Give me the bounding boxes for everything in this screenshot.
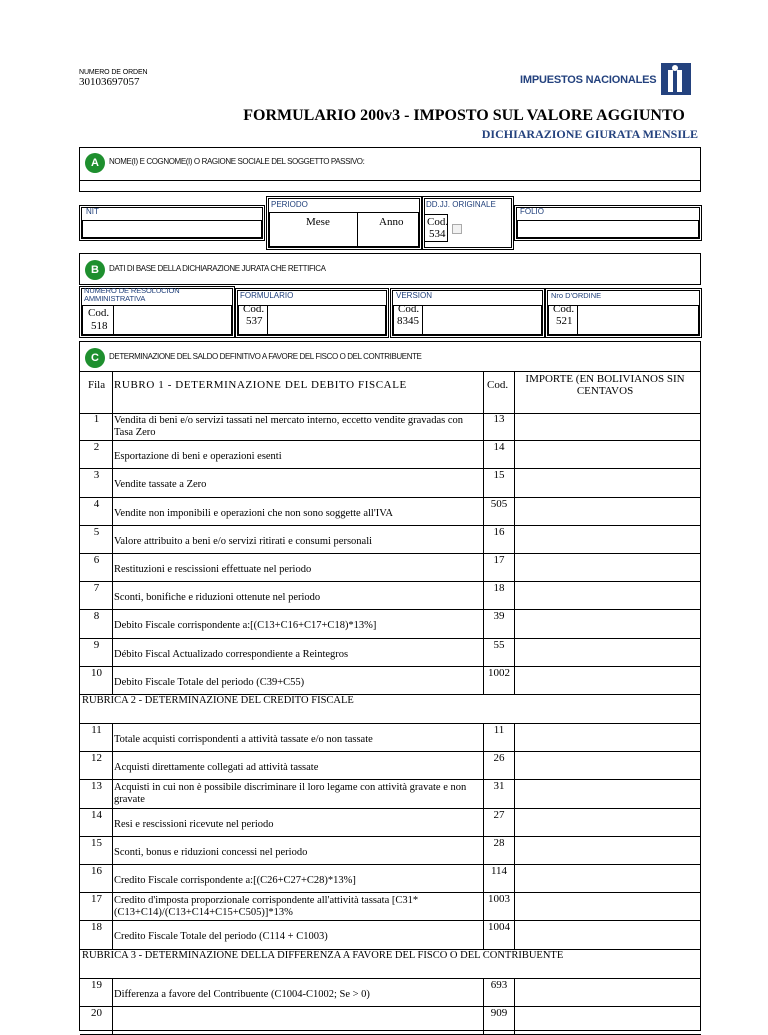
row-code: 1002 [488, 666, 510, 679]
row-fila: 1 [93, 413, 100, 425]
table-row [80, 638, 701, 667]
row-amount-field[interactable] [515, 723, 701, 751]
row-fila: 18 [91, 921, 102, 934]
nro-orden-label: Nro D'ORDINE [551, 291, 602, 300]
table-row [80, 808, 701, 837]
row-fila: 10 [91, 666, 102, 679]
row-description: Sconti, bonifiche e riduzioni ottenute nel periodo [114, 592, 321, 604]
row-code: 31 [493, 780, 505, 793]
row-amount-field[interactable] [515, 497, 701, 525]
ddjj-checkbox[interactable] [452, 224, 462, 234]
row-amount-field[interactable] [515, 581, 701, 609]
section-a-badge: A [85, 153, 105, 173]
row-code: 693 [490, 979, 508, 991]
table-row [80, 666, 701, 695]
row-amount-field[interactable] [515, 666, 701, 694]
form-subtitle: DICHIARAZIONE GIURATA MENSILE [481, 127, 698, 141]
resolucion-label: NUMERO DE RESOLUCION AMMINISTRATIVA [84, 286, 180, 303]
row-description: Credito Fiscale corrispondente a:[(C26+C27+C28)*13%] [114, 875, 356, 886]
row-description: Totale acquisti corrispondenti a attività tassate e/o non tassate [114, 734, 373, 745]
table-row [80, 723, 701, 752]
row-amount-field[interactable] [515, 468, 701, 496]
row-code: 16 [493, 525, 505, 538]
formulario-cod-value: 537 [246, 315, 263, 327]
table-row [80, 779, 701, 808]
row-fila: 8 [93, 610, 100, 623]
row-description: Differenza a favore del Contribuente (C1004-C1002; Se > 0) [114, 989, 370, 1000]
table-row [80, 497, 701, 526]
row-fila: 12 [91, 752, 102, 765]
row-amount-field[interactable] [515, 779, 701, 807]
row-fila: 9 [93, 638, 100, 651]
ddjj-cod-value: 534 [429, 228, 446, 240]
row-code: 17 [493, 554, 505, 566]
row-description: Acquisti direttamente collegati ad attività tassate [114, 762, 319, 774]
row-code: 1003 [488, 893, 510, 906]
row-description: Vendite tassate a Zero [114, 479, 207, 491]
table-row [80, 468, 701, 497]
row-amount-field[interactable] [515, 525, 701, 553]
table-row [80, 581, 701, 610]
formulario-cod-label: Cod. [243, 303, 265, 315]
row-description: Esportazione di beni e operazioni esenti [114, 451, 282, 463]
logo-emblem-icon [660, 62, 692, 96]
table-row [80, 412, 701, 441]
row-code: 13 [493, 413, 505, 425]
row-code: 55 [493, 638, 505, 651]
table-row [80, 440, 701, 469]
row-description: Resi e rescissioni ricevute nel periodo [114, 818, 274, 830]
version-cod-label: Cod. [398, 303, 420, 315]
row-code: 26 [493, 752, 505, 765]
folio-label: FOLIO [520, 207, 545, 216]
ddjj-label: DD.JJ. ORIGINALE [426, 200, 496, 209]
section-c-badge: C [85, 348, 105, 368]
row-description: Credito d'imposta proporzionale corrispondente all'attività tassata [C31*(C13+C14)/(C13+C14+C15+C505)]*13% [114, 895, 419, 919]
nro-orden-cod-label: Cod. [553, 303, 575, 315]
section-a-label: NOME(I) E COGNOME(I) O RAGIONE SOCIALE DEL SOGGETTO PASSIVO: [109, 157, 365, 166]
row-code: 39 [493, 610, 505, 623]
col-fila-header: Fila [88, 379, 106, 391]
row-amount-field[interactable] [515, 978, 701, 1006]
rubrica-3-title-text: RUBRICA 3 - DETERMINAZIONE DELLA DIFFERENZA A FAVORE DEL FISCO O DEL CONTRIBUENTE [82, 950, 564, 961]
col-rubro-header: RUBRO 1 - DETERMINAZIONE DEL DEBITO FISCALE [114, 379, 407, 391]
ddjj-cod-label: Cod. [427, 216, 449, 228]
table-row [80, 864, 701, 893]
row-code: 11 [493, 724, 505, 736]
order-number: 30103697057 [79, 76, 140, 88]
row-amount-field[interactable] [515, 440, 701, 468]
nit-field[interactable] [82, 220, 262, 238]
formulario-label: FORMULARIO [240, 291, 294, 300]
row-description: Valore attribuito a beni e/o servizi ritirati e consumi personali [114, 535, 373, 547]
row-fila: 19 [91, 979, 102, 991]
row-description: Vendita di beni e/o servizi tassati nel mercato interno, eccetto vendite gravadas con Tasa Zero [114, 415, 463, 438]
row-amount-field[interactable] [515, 751, 701, 779]
row-amount-field[interactable] [515, 412, 701, 440]
row-code: 1004 [488, 921, 510, 934]
resolucion-cod-label: Cod. [88, 307, 110, 319]
col-importe-header: IMPORTE (EN BOLIVIANOS SIN CENTAVOS [525, 373, 685, 397]
row-description: Vendite non imponibili e operazioni che non sono soggette all'IVA [114, 507, 394, 519]
row-fila: 5 [93, 525, 100, 538]
formulario-divider [267, 305, 268, 335]
nro-orden-divider [577, 305, 578, 335]
row-code: 909 [490, 1007, 508, 1020]
periodo-label: PERIODO [271, 200, 308, 209]
resolucion-cod-value: 518 [91, 320, 108, 332]
form-title: FORMULARIO 200v3 - IMPOSTO SUL VALORE AGGIUNTO [243, 107, 685, 124]
resolucion-divider [113, 305, 114, 335]
row-code: 14 [493, 441, 505, 454]
mese-label: Mese [306, 216, 330, 228]
row-fila: 2 [93, 441, 100, 454]
table-row [80, 892, 701, 921]
row-code: 27 [493, 808, 505, 821]
version-divider [422, 305, 423, 335]
rubrica-2-title [80, 694, 701, 724]
row-description: Débito Fiscal Actualizado correspondiente a Reintegros [114, 648, 349, 660]
row-description: Debito Fiscale Totale del periodo (C39+C55) [114, 676, 305, 688]
row-code: 505 [490, 497, 508, 510]
row-amount-field[interactable] [515, 553, 701, 581]
row-description: Sconti, bonus e riduzioni concessi nel periodo [114, 846, 308, 858]
table-header [80, 371, 701, 414]
row-fila: 15 [91, 836, 102, 849]
nit-label: NIT [86, 207, 99, 216]
section-b-badge: B [85, 260, 105, 280]
table-row [80, 553, 701, 582]
row-fila: 14 [91, 808, 102, 821]
row-fila: 13 [91, 780, 102, 793]
row-amount-field[interactable] [515, 864, 701, 892]
row-code: 15 [493, 469, 505, 482]
row-amount-field[interactable] [515, 808, 701, 836]
row-amount-field[interactable] [515, 609, 701, 637]
table-row [80, 609, 701, 638]
row-amount-field[interactable] [515, 920, 701, 948]
table-row [80, 920, 701, 949]
logo-text: IMPUESTOS NACIONALES [520, 74, 657, 86]
table-row [80, 525, 701, 554]
row-fila: 16 [91, 865, 102, 877]
row-fila: 3 [93, 469, 100, 482]
row-description: Credito Fiscale Totale del periodo (C114 + C1003) [114, 931, 328, 943]
row-fila: 7 [93, 582, 100, 595]
row-fila: 11 [91, 724, 102, 736]
row-code: 18 [493, 582, 505, 595]
version-label: VERSION [396, 291, 433, 300]
section-b-label: DATI DI BASE DELLA DICHIARAZIONE JURATA CHE RETTIFICA [109, 264, 326, 273]
nro-orden-cod-value: 521 [556, 315, 573, 327]
row-fila: 6 [93, 554, 100, 566]
version-cod-value: 8345 [397, 315, 419, 327]
row-description: Acquisti in cui non è possibile discriminare il loro legame con attività gravate e non gravate [114, 782, 467, 806]
row-code: 28 [493, 836, 505, 849]
folio-field[interactable] [517, 220, 699, 238]
row-amount-field[interactable] [515, 892, 701, 920]
order-number-label: NUMERO DE ORDEN [79, 69, 148, 76]
col-cod-header: Cod. [487, 379, 509, 391]
row-fila: 4 [93, 497, 100, 510]
row-code: 114 [490, 865, 508, 877]
table-row [80, 978, 701, 1007]
row-amount-field[interactable] [515, 638, 701, 666]
row-amount-field[interactable] [515, 836, 701, 864]
rubrica-3-title [80, 949, 701, 979]
anno-label: Anno [379, 216, 404, 228]
taxpayer-name-field[interactable] [80, 180, 700, 192]
logo [520, 62, 692, 96]
row-fila: 17 [91, 893, 102, 906]
section-c-label: DETERMINAZIONE DEL SALDO DEFINITIVO A FAVORE DEL FISCO O DEL CONTRIBUENTE [109, 352, 422, 361]
row-fila: 20 [91, 1007, 102, 1020]
table-row [80, 836, 701, 865]
row-description: Debito Fiscale corrispondente a:[(C13+C16+C17+C18)*13%] [114, 620, 377, 632]
rubrica-2-title-text: RUBRICA 2 - DETERMINAZIONE DEL CREDITO FISCALE [82, 695, 354, 706]
row-description: Restituzioni e rescissioni effettuate nel periodo [114, 564, 312, 575]
periodo-divider [357, 212, 358, 247]
table-row [80, 1006, 701, 1035]
table-row [80, 751, 701, 780]
row-amount-field[interactable] [515, 1006, 701, 1034]
